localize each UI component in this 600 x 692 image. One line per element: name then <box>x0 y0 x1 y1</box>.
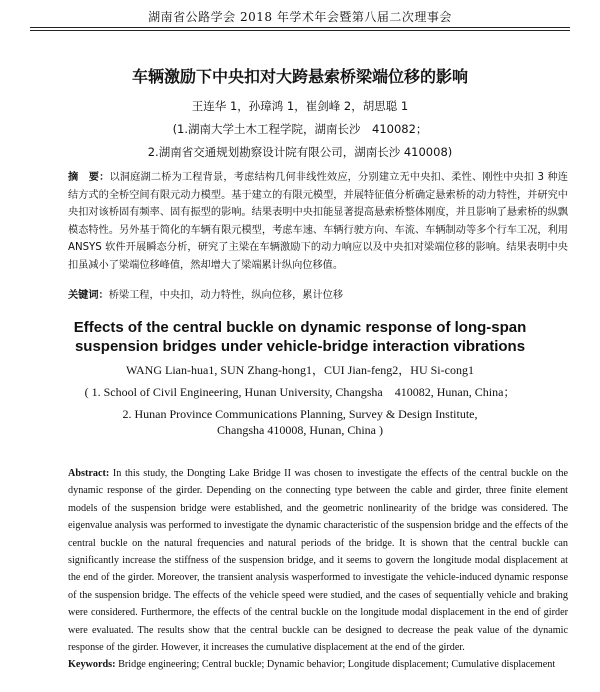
chinese-abstract-label: 摘 要： <box>68 172 110 183</box>
chinese-keywords-label: 关键词： <box>68 290 109 301</box>
running-header: 湖南省公路学会 2018 年学术年会暨第八届二次理事会 <box>148 10 452 24</box>
chinese-title: 车辆激励下中央扣对大跨悬索桥梁端位移的影响 <box>131 67 468 86</box>
english-abstract <box>68 465 568 656</box>
chinese-affiliation-1: (1.湖南大学土木工程学院，湖南长沙 410082； <box>172 122 428 136</box>
chinese-affiliation-2: 2.湖南省交通规划勘察设计院有限公司，湖南长沙 410008) <box>147 145 453 159</box>
chinese-keywords-text: 桥梁工程，中央扣，动力特性，纵向位移，累计位移 <box>108 290 344 301</box>
english-keywords-label: Keywords: <box>68 659 116 670</box>
chinese-abstract <box>68 169 568 274</box>
header-rule-thin <box>30 30 570 31</box>
chinese-abstract-text: 以洞庭湖二桥为工程背景，考虑结构几何非线性效应，分别建立无中央扣、柔性、刚性中央扣 3 种连结方式的全桥空间有限元动力模型。基于建立的有限元模型，并展特征值分析确定悬索桥的动力特性，并研究中央扣对该桥固有频率、固有振型的影响。结果表明中央扣能显著提高悬索桥整体刚度，并且影响了悬索桥的纵飘模态特性。另外基于简化的车辆有限元模型，考虑车速、车辆行驶方向、车流、车辆制动等多个行车工况，利用 ANSYS 软件开展瞬态分析，研究了主梁在车辆激励下的动力响应以及中央扣对梁端位移的影响。结果表明中央扣虽减小了梁端位移峰值，然却增大了梁端累计纵向位移值。 <box>68 172 568 271</box>
english-keywords-text: Bridge engineering; Central buckle; Dynamic behavior; Longitude displacement; Cumulative displacement <box>118 659 556 670</box>
chinese-keywords <box>68 286 568 301</box>
english-abstract-text: In this study, the Dongting Lake Bridge II was chosen to investigate the effects of the central buckle on the dynamic response of the girder. Depending on the connecting type between the cable and girder, three finite element models of the suspension bridge were established, and the geometric nonlinearity of the bridge was considered. The eigenvalue analysis was performed to investigate the dynamic characteristic of the suspension bridge and the effects of the central buckle on the natural frequencies and natural periods of the bridge. It is shown that the central buckle can significantly increase the stiffness of the suspension bridge, and it seems to govern the longitude modal displacement at the end of the girder. Moreover, the transient analysis wasperformed to investigate the vehicle-induced dynamic response of the suspension bridge. The effects of the vehicle speed were studied, and the cases of sequentially vehicle and braking were considered. Furthermore, the effects of the central buckle on the longitude modal displacement in the end of girder were evaluated. The results show that the central buckle can be designed to decrease the peak value of the dynamic response of the girder. However, it increases the cumulative displacement at the end of the girder. <box>68 468 569 654</box>
english-affiliation-1: ( 1. School of Civil Engineering, Hunan University, Changsha 410082, Hunan, China； <box>84 385 516 399</box>
header-rule <box>30 27 570 28</box>
english-authors: WANG Lian-hua1, SUN Zhang-hong1，CUI Jian-feng2，HU Si-cong1 <box>126 363 474 377</box>
english-abstract-label: Abstract: <box>68 468 110 479</box>
english-keywords <box>68 656 568 673</box>
chinese-authors: 王连华 1，孙璋鸿 1，崔剑峰 2，胡思聪 1 <box>191 99 409 113</box>
english-affiliation-2: 2. Hunan Province Communications Planning, Survey & Design Institute, Changsha 410008, Hunan, China ) <box>122 407 478 437</box>
english-title: Effects of the central buckle on dynamic response of long-span suspension bridges under vehicle-bridge interaction vibrations <box>73 319 527 355</box>
